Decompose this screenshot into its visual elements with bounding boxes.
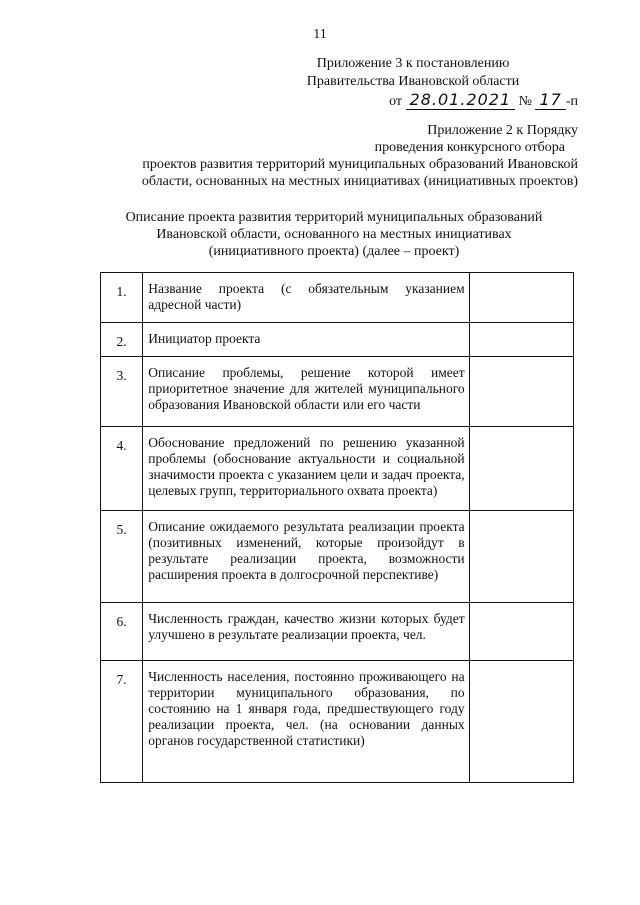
row-label: Описание ожидаемого результата реализации проекта (позитивных изменений, которые произойдут в результате реализации проекта, возможности расширения проекта в долгосрочной перспективе) xyxy=(143,511,469,603)
table-row xyxy=(101,357,574,427)
table-row xyxy=(101,273,574,323)
row-number: 7. xyxy=(101,661,143,783)
row-value xyxy=(469,323,573,357)
row-number: 6. xyxy=(101,603,143,661)
title-line-2: Ивановской области, основанного на местных инициативах xyxy=(156,227,512,242)
row-value xyxy=(469,661,573,783)
number-prefix: № xyxy=(518,94,532,109)
appendix-2-line-3: проектов развития территорий муниципальных образований Ивановской xyxy=(142,157,578,172)
decree-number: 17 xyxy=(535,90,565,110)
appendix-2-line-4: области, основанных на местных инициативах (инициативных проектов) xyxy=(141,174,578,189)
title-line-1: Описание проекта развития территорий муниципальных образований xyxy=(125,210,543,225)
table-row xyxy=(101,661,574,783)
table-row xyxy=(101,511,574,603)
row-number: 5. xyxy=(101,511,143,603)
decree-date-number xyxy=(248,91,578,111)
row-label: Обоснование предложений по решению указанной проблемы (обоснование актуальности и социальной значимости проекта с указанием цели и задач проекта, целевых групп, территориального охвата проекта) xyxy=(143,427,469,511)
appendix-3-header xyxy=(248,55,578,111)
row-number: 2. xyxy=(101,323,143,357)
row-label: Описание проблемы, решение которой имеет приоритетное значение для жителей муниципального образования Ивановской области или его части xyxy=(143,357,469,427)
row-value xyxy=(469,273,573,323)
row-value xyxy=(469,357,573,427)
row-number: 4. xyxy=(101,427,143,511)
decree-date: 28.01.2021 xyxy=(406,90,516,110)
row-number: 1. xyxy=(101,273,143,323)
row-value xyxy=(469,427,573,511)
row-label: Название проекта (с обязательным указанием адресной части) xyxy=(143,273,469,323)
number-suffix: -п xyxy=(565,94,578,109)
row-number: 3. xyxy=(101,357,143,427)
table-row xyxy=(101,323,574,357)
row-label: Численность населения, постоянно проживающего на территории муниципального образования, по состоянию на 1 января года, предшествующего году реализации проекта, чел. (на основании данных органов государственной статистики) xyxy=(143,661,469,783)
row-value xyxy=(469,603,573,661)
appendix-3-line-1: Приложение 3 к постановлению xyxy=(316,56,510,71)
row-label: Инициатор проекта xyxy=(143,323,469,357)
table-row xyxy=(101,427,574,511)
appendix-3-line-2: Правительства Ивановской области xyxy=(306,74,520,89)
page-number: 11 xyxy=(313,27,327,42)
title-line-3: (инициативного проекта) (далее – проект) xyxy=(208,244,460,259)
date-prefix: от xyxy=(389,94,403,109)
row-value xyxy=(469,511,573,603)
row-label: Численность граждан, качество жизни которых будет улучшено в результате реализации проекта, чел. xyxy=(143,603,469,661)
table-row xyxy=(101,603,574,661)
appendix-2-line-2: проведения конкурсного отбора xyxy=(374,140,565,155)
document-title xyxy=(90,209,578,260)
project-description-table xyxy=(100,272,574,783)
appendix-2-line-1: Приложение 2 к Порядку xyxy=(427,123,578,138)
appendix-2-header xyxy=(110,122,578,190)
